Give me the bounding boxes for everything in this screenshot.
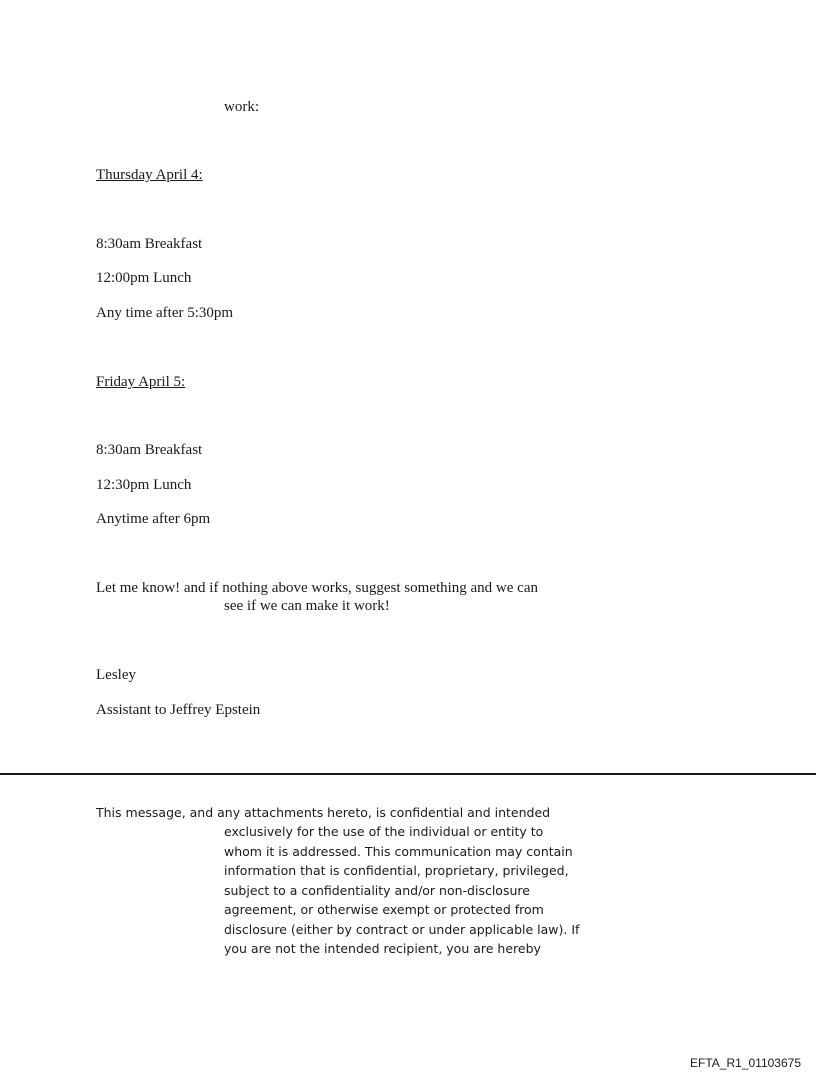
friday-slot-lunch: 12:30pm Lunch bbox=[96, 477, 192, 493]
bates-number: EFTA_R1_01103675 bbox=[690, 1056, 801, 1070]
disclaimer-line: information that is confidential, proprietary, privileged, bbox=[224, 863, 569, 878]
friday-heading: Friday April 5: bbox=[96, 374, 186, 390]
signature-name: Lesley bbox=[96, 667, 136, 683]
friday-slot-breakfast: 8:30am Breakfast bbox=[96, 442, 203, 458]
closing-line-2: see if we can make it work! bbox=[224, 598, 390, 614]
thursday-slot-breakfast: 8:30am Breakfast bbox=[96, 236, 203, 252]
continued-word: work: bbox=[224, 99, 259, 115]
disclaimer-line: you are not the intended recipient, you are hereby bbox=[224, 941, 541, 956]
thursday-heading: Thursday April 4: bbox=[96, 167, 203, 183]
disclaimer-line: whom it is addressed. This communication may contain bbox=[224, 844, 573, 859]
disclaimer-line: exclusively for the use of the individual or entity to bbox=[224, 824, 544, 839]
disclaimer-line: subject to a confidentiality and/or non-disclosure bbox=[224, 883, 530, 898]
friday-slot-evening: Anytime after 6pm bbox=[96, 511, 211, 527]
closing-line-1: Let me know! and if nothing above works, suggest something and we can bbox=[96, 580, 538, 596]
signature-title: Assistant to Jeffrey Epstein bbox=[96, 702, 261, 718]
disclaimer-line: This message, and any attachments hereto, is confidential and intended bbox=[96, 805, 551, 820]
disclaimer-line: disclosure (either by contract or under applicable law). If bbox=[224, 922, 580, 937]
separator-rule bbox=[0, 773, 816, 775]
thursday-slot-evening: Any time after 5:30pm bbox=[96, 305, 234, 321]
thursday-slot-lunch: 12:00pm Lunch bbox=[96, 270, 192, 286]
disclaimer-line: agreement, or otherwise exempt or protected from bbox=[224, 902, 544, 917]
